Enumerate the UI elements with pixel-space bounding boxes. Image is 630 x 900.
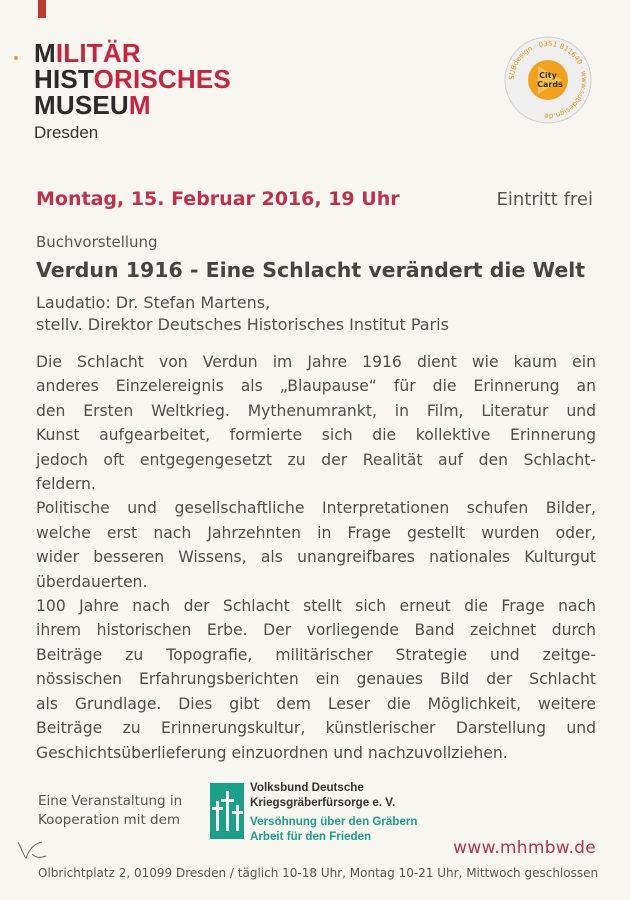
body-line: Geschichtsüberlieferung einzuordnen und nachzuvollziehen.	[36, 743, 508, 762]
laudatio-line-1: Laudatio: Dr. Stefan Martens,	[36, 293, 271, 312]
museum-logo	[34, 40, 231, 146]
body-line: nössischen Erfahrungsberichten ein genaues Bild der Schlacht	[36, 670, 596, 689]
book-title: Verdun 1916 - Eine Schlacht verändert die Welt	[36, 258, 586, 282]
partner-slogan-2: Arbeit für den Frieden	[250, 829, 372, 843]
handwritten-mark	[12, 836, 52, 866]
body-line: Beiträge zu Erinnerungskultur, künstlerischer Darstellung und	[36, 719, 596, 738]
sticker-ring-text: SUBdesign · 0351 811640 · www.subdesign.de	[507, 39, 589, 121]
logo-line-2: HISTORISCHES	[34, 64, 231, 94]
partner-name-1: Volksbund Deutsche	[250, 781, 364, 794]
crosses-icon	[210, 783, 244, 839]
body-line: Politische und gesellschaftliche Interpretationen schufen Bilder,	[36, 499, 596, 518]
logo-line-3: MUSEUM	[34, 90, 151, 120]
body-line: als Grundlage. Dies gibt dem Leser die Möglichkeit, weitere	[36, 694, 596, 713]
partner-text	[250, 781, 418, 844]
coop-line-2: Kooperation mit dem	[38, 812, 181, 828]
sticker-logo-text-1: City	[539, 71, 557, 80]
sticker-logo-text-2: Cards	[537, 80, 563, 89]
dot-mark	[14, 56, 18, 60]
body-line: feldern.	[36, 475, 96, 494]
body-line: wider besseren Wissens, als unangreifbares nationales Kulturgut	[36, 548, 596, 567]
event-date-time: Montag, 15. Februar 2016, 19 Uhr	[36, 188, 400, 210]
body-line: ihrem historischen Erbe. Der vorliegende Band zeichnet durch	[36, 621, 596, 640]
cooperation-note	[38, 792, 182, 830]
admission-info: Eintritt frei	[496, 189, 593, 210]
body-line: Beiträge zu Topografie, militärischer Strategie und zeitge-	[36, 645, 596, 664]
body-line: den Ersten Weltkrieg. Mythenumrankt, in Film, Literatur und	[36, 401, 596, 420]
laudatio-line-2: stellv. Direktor Deutsches Historisches Institut Paris	[36, 315, 449, 334]
body-line: 100 Jahre nach der Schlacht stellt sich erneut die Frage nach	[36, 597, 596, 616]
address-hours: Olbrichtplatz 2, 01099 Dresden / täglich 10-18 Uhr, Montag 10-21 Uhr, Mittwoch geschlossen	[38, 866, 599, 880]
body-line: überdauerten.	[36, 572, 148, 591]
body-line: anderes Einzelereignis als „Blaupause“ für die Erinnerung an	[36, 377, 596, 396]
body-line: jedoch oft entgegengesetzt zu der Realität auf den Schlacht-	[36, 450, 596, 469]
coop-line-1: Eine Veranstaltung in	[38, 793, 183, 809]
partner-name-2: Kriegsgräberfürsorge e. V.	[250, 795, 396, 809]
body-line: Die Schlacht von Verdun im Jahre 1916 dient wie kaum ein	[36, 353, 596, 371]
partner-slogan-1: Versöhnung über den Gräbern	[250, 815, 418, 828]
city-cards-sticker	[504, 36, 592, 124]
website-link[interactable]: www.mhmbw.de	[453, 838, 596, 858]
logo-line-1: MILITÄR	[34, 38, 141, 68]
event-category: Buchvorstellung	[36, 233, 158, 251]
logo-city: Dresden	[34, 123, 99, 142]
top-red-mark	[38, 0, 46, 18]
description-text	[36, 350, 596, 765]
body-line: Kunst aufgearbeitet, formierte sich die kollektive Erinnerung	[36, 426, 596, 445]
body-line: welche erst nach Jahrzehnten in Frage gestellt wurden oder,	[36, 523, 596, 542]
laudatio	[36, 292, 449, 336]
